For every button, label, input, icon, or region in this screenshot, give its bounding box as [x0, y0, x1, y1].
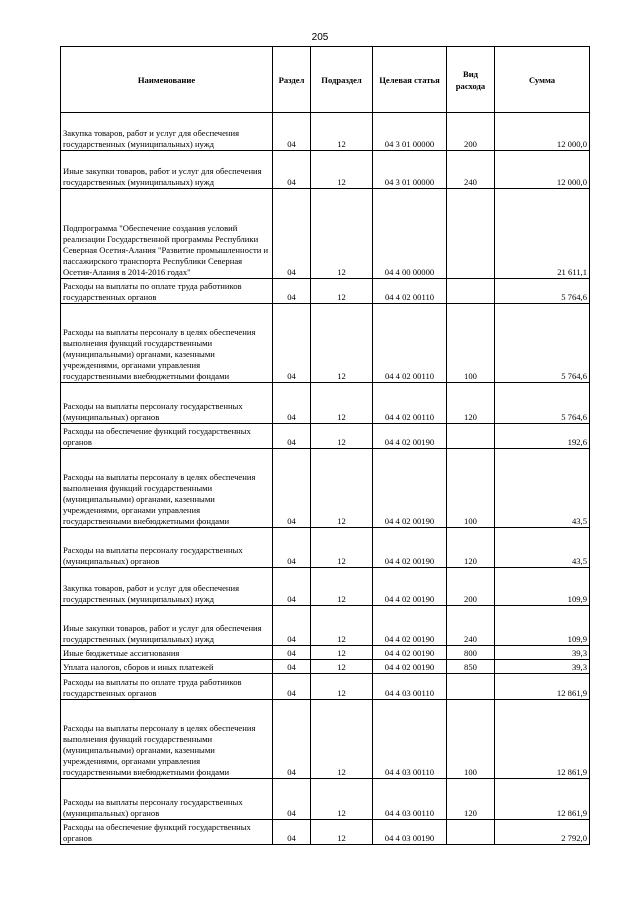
cell-summa: 43,5 [495, 449, 590, 528]
cell-vid: 120 [447, 528, 495, 568]
page-number: 205 [311, 32, 329, 43]
cell-podrazdel: 12 [311, 660, 373, 674]
cell-podrazdel: 12 [311, 820, 373, 845]
cell-razdel: 04 [273, 304, 311, 383]
table-row [61, 700, 590, 779]
cell-summa: 12 000,0 [495, 113, 590, 151]
cell-podrazdel: 12 [311, 189, 373, 279]
cell-vid: 800 [447, 646, 495, 660]
cell-statya: 04 4 02 00190 [373, 660, 447, 674]
cell-podrazdel: 12 [311, 279, 373, 304]
cell-razdel: 04 [273, 660, 311, 674]
cell-podrazdel: 12 [311, 646, 373, 660]
cell-name: Иные закупки товаров, работ и услуг для обеспечения государственных (муниципальных) нужд [61, 606, 273, 646]
cell-podrazdel: 12 [311, 568, 373, 606]
cell-statya: 04 4 02 00190 [373, 449, 447, 528]
cell-name: Расходы на выплаты персоналу государственных (муниципальных) органов [61, 383, 273, 424]
cell-razdel: 04 [273, 700, 311, 779]
table-row [61, 660, 590, 674]
cell-vid: 200 [447, 113, 495, 151]
cell-statya: 04 4 02 00190 [373, 424, 447, 449]
cell-summa: 192,6 [495, 424, 590, 449]
cell-razdel: 04 [273, 779, 311, 820]
cell-name: Расходы на выплаты персоналу в целях обеспечения выполнения функций государственными (муниципальными) органами, казенными учреждениями, органами управления государственными внебюджетными фондами [61, 700, 273, 779]
table-row [61, 646, 590, 660]
table-header-row [61, 47, 590, 113]
cell-statya: 04 3 01 00000 [373, 151, 447, 189]
cell-summa: 5 764,6 [495, 279, 590, 304]
cell-vid: 120 [447, 779, 495, 820]
table-row [61, 606, 590, 646]
cell-podrazdel: 12 [311, 449, 373, 528]
cell-vid [447, 424, 495, 449]
cell-summa: 12 000,0 [495, 151, 590, 189]
table-row [61, 383, 590, 424]
cell-statya: 04 4 02 00190 [373, 568, 447, 606]
cell-name: Расходы на обеспечение функций государственных органов [61, 424, 273, 449]
table-row [61, 449, 590, 528]
cell-vid: 100 [447, 700, 495, 779]
cell-name: Расходы на выплаты по оплате труда работников государственных органов [61, 279, 273, 304]
cell-summa: 2 792,0 [495, 820, 590, 845]
cell-name: Закупка товаров, работ и услуг для обеспечения государственных (муниципальных) нужд [61, 113, 273, 151]
cell-podrazdel: 12 [311, 700, 373, 779]
cell-name: Подпрограмма "Обеспечение создания условий реализации Государственной программы Республики Северная Осетия-Алания "Развитие промышленности и пассажирского транспорта Республики Северная Осетия-Алания в 2014-2016 годах" [61, 189, 273, 279]
cell-summa: 21 611,1 [495, 189, 590, 279]
cell-razdel: 04 [273, 568, 311, 606]
cell-vid [447, 674, 495, 700]
cell-summa: 39,3 [495, 660, 590, 674]
table-row [61, 304, 590, 383]
cell-vid: 850 [447, 660, 495, 674]
cell-podrazdel: 12 [311, 674, 373, 700]
cell-statya: 04 4 03 00110 [373, 674, 447, 700]
cell-name: Расходы на выплаты по оплате труда работников государственных органов [61, 674, 273, 700]
cell-statya: 04 4 03 00110 [373, 700, 447, 779]
table-body [61, 113, 590, 845]
cell-razdel: 04 [273, 646, 311, 660]
cell-statya: 04 4 02 00110 [373, 383, 447, 424]
cell-summa: 109,9 [495, 568, 590, 606]
table-row [61, 151, 590, 189]
cell-razdel: 04 [273, 820, 311, 845]
cell-podrazdel: 12 [311, 383, 373, 424]
cell-vid: 100 [447, 304, 495, 383]
cell-podrazdel: 12 [311, 606, 373, 646]
table-row [61, 674, 590, 700]
header-razdel: Раздел [273, 47, 311, 113]
cell-summa: 12 861,9 [495, 779, 590, 820]
cell-razdel: 04 [273, 606, 311, 646]
cell-summa: 5 764,6 [495, 304, 590, 383]
table-row [61, 189, 590, 279]
cell-summa: 43,5 [495, 528, 590, 568]
cell-vid: 240 [447, 151, 495, 189]
cell-razdel: 04 [273, 151, 311, 189]
cell-podrazdel: 12 [311, 424, 373, 449]
cell-vid [447, 189, 495, 279]
cell-statya: 04 4 02 00190 [373, 606, 447, 646]
cell-podrazdel: 12 [311, 304, 373, 383]
cell-name: Иные бюджетные ассигнования [61, 646, 273, 660]
cell-razdel: 04 [273, 383, 311, 424]
table-row [61, 528, 590, 568]
cell-name: Закупка товаров, работ и услуг для обеспечения государственных (муниципальных) нужд [61, 568, 273, 606]
cell-statya: 04 4 00 00000 [373, 189, 447, 279]
table-row [61, 820, 590, 845]
cell-summa: 39,3 [495, 646, 590, 660]
cell-razdel: 04 [273, 279, 311, 304]
cell-name: Расходы на выплаты персоналу в целях обеспечения выполнения функций государственными (муниципальными) органами, казенными учреждениями, органами управления государственными внебюджетными фондами [61, 449, 273, 528]
cell-razdel: 04 [273, 449, 311, 528]
cell-statya: 04 4 02 00110 [373, 279, 447, 304]
cell-summa: 12 861,9 [495, 674, 590, 700]
cell-vid [447, 820, 495, 845]
cell-podrazdel: 12 [311, 113, 373, 151]
table-row [61, 113, 590, 151]
cell-statya: 04 3 01 00000 [373, 113, 447, 151]
cell-podrazdel: 12 [311, 528, 373, 568]
header-name: Наименование [61, 47, 273, 113]
cell-razdel: 04 [273, 528, 311, 568]
table-row [61, 279, 590, 304]
cell-statya: 04 4 02 00190 [373, 646, 447, 660]
cell-statya: 04 4 03 00190 [373, 820, 447, 845]
cell-statya: 04 4 02 00190 [373, 528, 447, 568]
cell-vid: 200 [447, 568, 495, 606]
cell-name: Расходы на выплаты персоналу государственных (муниципальных) органов [61, 779, 273, 820]
cell-summa: 109,9 [495, 606, 590, 646]
cell-name: Расходы на выплаты персоналу государственных (муниципальных) органов [61, 528, 273, 568]
cell-podrazdel: 12 [311, 151, 373, 189]
cell-statya: 04 4 03 00110 [373, 779, 447, 820]
header-podrazdel: Подраздел [311, 47, 373, 113]
cell-razdel: 04 [273, 424, 311, 449]
cell-podrazdel: 12 [311, 779, 373, 820]
cell-vid: 100 [447, 449, 495, 528]
header-vid: Вид расхода [447, 47, 495, 113]
cell-vid [447, 279, 495, 304]
header-summa: Сумма [495, 47, 590, 113]
table-row [61, 779, 590, 820]
table-row [61, 424, 590, 449]
budget-table [60, 46, 590, 845]
cell-vid: 240 [447, 606, 495, 646]
cell-summa: 5 764,6 [495, 383, 590, 424]
cell-statya: 04 4 02 00110 [373, 304, 447, 383]
cell-razdel: 04 [273, 189, 311, 279]
cell-razdel: 04 [273, 674, 311, 700]
cell-razdel: 04 [273, 113, 311, 151]
cell-name: Расходы на выплаты персоналу в целях обеспечения выполнения функций государственными (муниципальными) органами, казенными учреждениями, органами управления государственными внебюджетными фондами [61, 304, 273, 383]
cell-name: Иные закупки товаров, работ и услуг для обеспечения государственных (муниципальных) нужд [61, 151, 273, 189]
cell-name: Расходы на обеспечение функций государственных органов [61, 820, 273, 845]
cell-vid: 120 [447, 383, 495, 424]
cell-summa: 12 861,9 [495, 700, 590, 779]
header-statya: Целевая статья [373, 47, 447, 113]
table-row [61, 568, 590, 606]
cell-name: Уплата налогов, сборов и иных платежей [61, 660, 273, 674]
